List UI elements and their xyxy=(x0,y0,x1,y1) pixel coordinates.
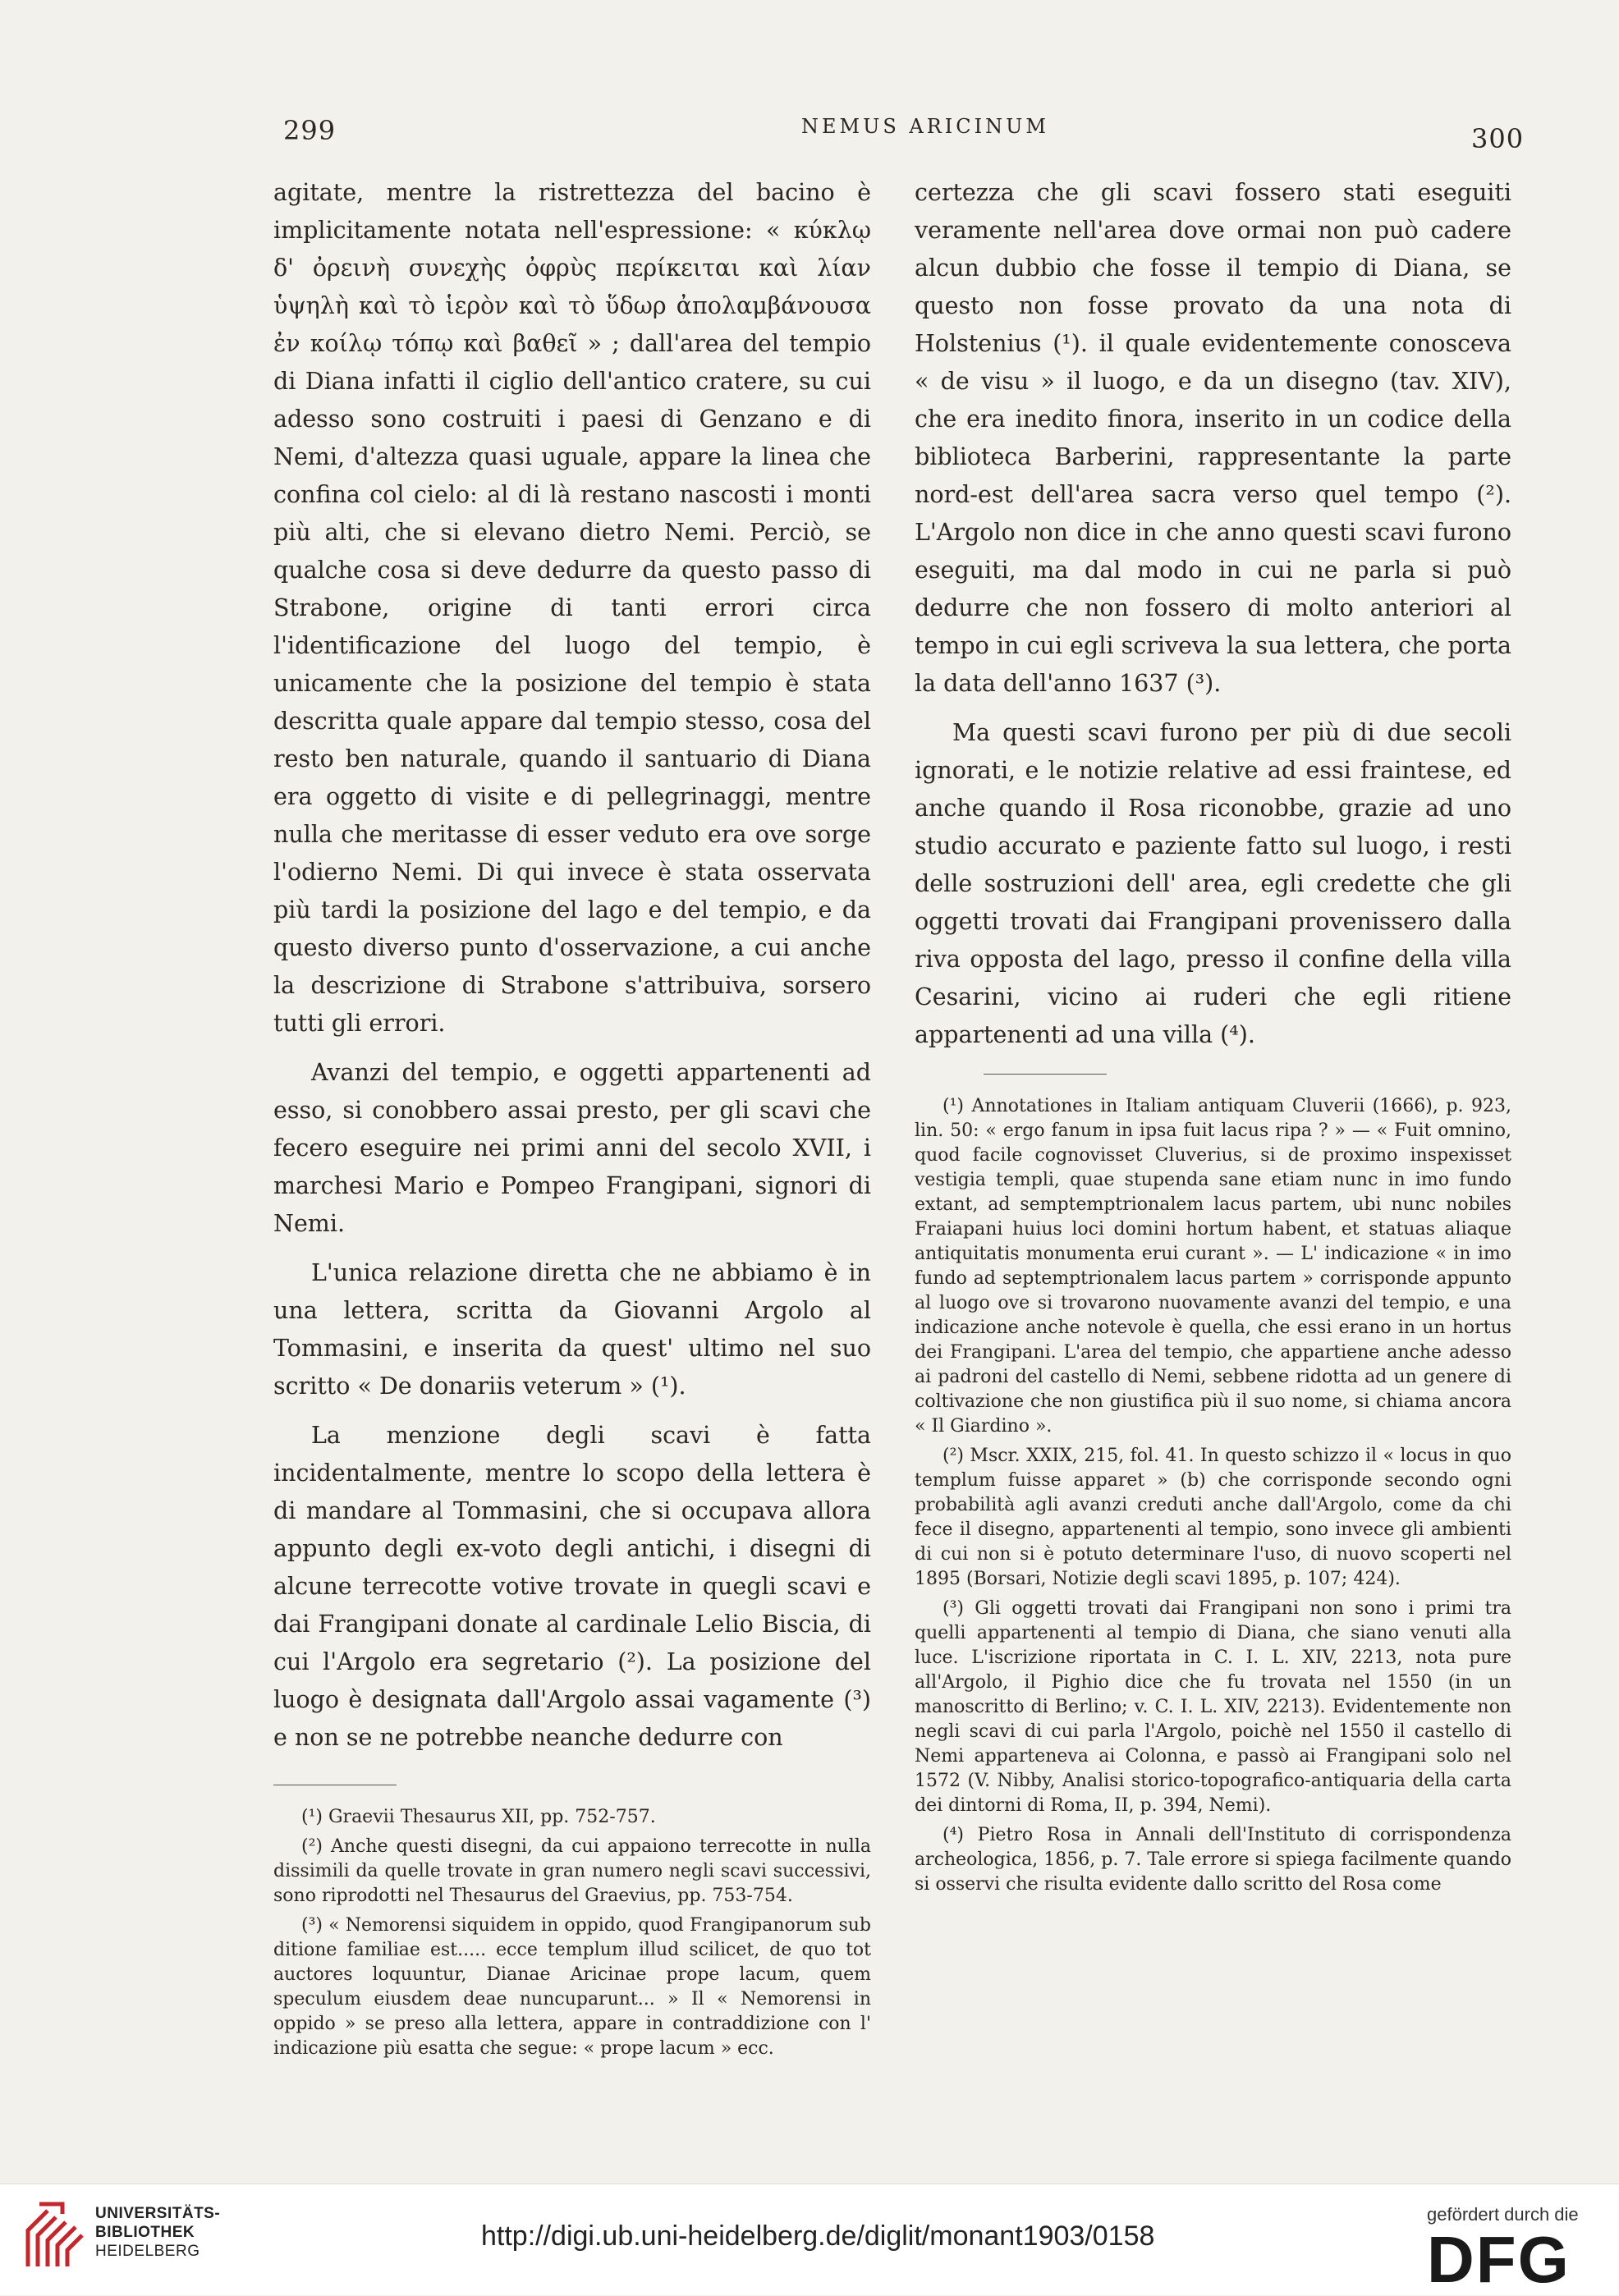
right-column xyxy=(915,174,1511,1897)
page-number-right: 300 xyxy=(1471,123,1525,154)
paragraph: La menzione degli scavi è fatta incidentalmente, mentre lo scopo della lettera è di mandare al Tommasini, che si occupava allora appunto degli ex-voto degli antichi, i disegni di alcune terrecotte votive trovate in quegli scavi e dai Frangipani donate al cardinale Lelio Biscia, di cui l'Argolo era segretario (²). La posizione del luogo è designata dall'Argolo assai vagamente (³) e non se ne potrebbe neanche dedurre con xyxy=(273,1422,871,1751)
footnote: (¹) Annotationes in Italiam antiquam Cluverii (1666), p. 923, lin. 50: « ergo fanum in ipsa fuit lacus ripa ? » — « Fuit omnino, quod facile cognovisset Cluverius, si de proximo inspexisset vestigia templi, quae stupenda sane etiam nunc in imo fundo extant, ad semptemptrionalem lacus partem, ubi nunc nobiles Fraiapani huius loci domini hortum habent, et statuas aliaque antiquitatis monumenta erui curant ». — L' indicazione « in imo fundo ad septemptrionalem lacus partem » corrisponde appunto al luogo ove si trovarono nuovamente avanzi del tempio, e una indicazione anche notevole è quella, che essi erano in un hortus dei Frangipani. L'area del tempio, che appartiene anche adesso ai padroni del castello di Nemi, sebbene ridotta ad un genere di coltivazione che non giustifica più il suo nome, si chiama ancora « Il Giardino ». xyxy=(915,1096,1511,1437)
footnote: (⁴) Pietro Rosa in Annali dell'Instituto di corrispondenza archeologica, 1856, p. 7. Tale errore si spiega facilmente quando si osservi che risulta evidente dallo scritto del Rosa come xyxy=(915,1825,1511,1895)
footnote: (³) Gli oggetti trovati dai Frangipani non sono i primi tra quelli appartenenti al tempio di Diana, che siano venuti alla luce. L'iscrizione riportata in C. I. L. XIV, 2213, nota pure all'Argolo, il Pighio dice che fu trovata nel 1550 (in un manoscritto di Berlino; v. C. I. L. XIV, 2213). Evidentemente non negli scavi di cui parla l'Argolo, poichè nel 1550 il castello di Nemi apparteneva ai Colonna, e passò ai Frangipani solo nel 1572 (V. Nibby, Analisi storico-topografico-antiquaria della carta dei dintorni di Roma, II, p. 394, Nemi). xyxy=(915,1598,1511,1816)
paragraph: agitate, mentre la ristrettezza del bacino è implicitamente notata nell'espressione: « κύκλῳ δ' ὀρεινὴ συνεχὴς ὀφρὺς περίκειται καὶ λίαν ὑψηλὴ καὶ τὸ ἱερὸν καὶ τὸ ὕδωρ ἀπολαμβάνουσα ἐν κοίλῳ τόπῳ καὶ βαθεῖ » ; dall'area del tempio di Diana infatti il ciglio dell'antico cratere, su cui adesso sono costruiti i paesi di Genzano e di Nemi, d'altezza quasi uguale, appare la linea che confina col cielo: al di là restano nascosti i monti più alti, che si elevano dietro Nemi. Perciò, se qualche cosa si deve dedurre da questo passo di Strabone, origine di tanti errori circa l'identificazione del luogo del tempio, è unicamente che la posizione del tempio è stata descritta quale appare dal tempio stesso, cosa del resto ben naturale, quando il santuario di Diana era oggetto di visite e di pellegrinaggi, mentre nulla che meritasse di esser veduto era ove sorge l'odierno Nemi. Di qui invece è stata osservata più tardi la posizione del lago e del tempio, e da questo diverso punto d'osservazione, a cui anche la descrizione di Strabone s'attribuiva, sorsero tutti gli errori. xyxy=(273,179,871,1037)
paragraph: certezza che gli scavi fossero stati eseguiti veramente nell'area dove ormai non può cadere alcun dubbio che fosse il tempio di Diana, se questo non fosse provato da una nota di Holstenius (¹). il quale evidentemente conosceva « de visu » il luogo, e da un disegno (tav. XIV), che era inedito finora, inserito in un codice della biblioteca Barberini, rappresentante la parte nord-est dell'area sacra verso quel tempo (²). L'Argolo non dice in che anno questi scavi furono eseguiti, ma dal modo in cui ne parla si può dedurre che non fossero di molto anteriori al tempo in cui egli scriveva la sua lettera, che porta la data dell'anno 1637 (³). xyxy=(915,179,1511,697)
funding-note: gefördert durch die xyxy=(1427,2204,1579,2225)
left-column xyxy=(273,174,871,2061)
dfg-logo: DFG xyxy=(1427,2223,1571,2296)
footnote-divider xyxy=(984,1074,1107,1075)
footnote: (²) Mscr. XXIX, 215, fol. 41. In questo schizzo il « locus in quo templum fuisse apparet » (b) che corrisponde secondo ogni probabilità agli avanzi creduti anche dall'Argolo, come da chi fece il disegno, appartenenti al tempio, sono invece gli ambienti di cui non si è potuto determinare l'uso, di nuovo scoperti nel 1895 (Borsari, Notizie degli scavi 1895, p. 107; 424). xyxy=(915,1446,1511,1589)
footnote: (²) Anche questi disegni, da cui appaiono terrecotte in nulla dissimili da quelle trovate in gran numero negli scavi successivi, sono riprodotti nel Thesaurus del Graevius, pp. 753-754. xyxy=(273,1836,871,1906)
permalink-url[interactable]: http://digi.ub.uni-heidelberg.de/diglit/monant1903/0158 xyxy=(481,2220,1155,2252)
library-name: UNIVERSITÄTS- BIBLIOTHEK HEIDELBERG xyxy=(95,2205,221,2260)
footnote: (¹) Graevii Thesaurus XII, pp. 752-757. xyxy=(301,1807,656,1827)
university-library-logo-icon xyxy=(23,2197,87,2271)
page-number-left: 299 xyxy=(283,115,337,146)
footnote: (³) « Nemorensi siquidem in oppido, quod Frangipanorum sub ditione familiae est..... ecce templum illud scilicet, de quo tot auctores loquuntur, Dianae Aricinae prope lacum, quem speculum eiusdem deae nuncuparunt... » Il « Nemorensi in oppido » se preso alla lettera, appare in contraddizione con l' indicazione più esatta che segue: « prope lacum » ecc. xyxy=(273,1915,871,2059)
paragraph: Ma questi scavi furono per più di due secoli ignorati, e le notizie relative ad essi fraintese, ed anche quando il Rosa riconobbe, grazie ad uno studio accurato e paziente fatto sul luogo, i resti delle sostruzioni dell' area, egli credette che gli oggetti trovati dai Frangipani provenissero dalla riva opposta del lago, presso il confine della villa Cesarini, vicino ai ruderi che egli ritiene appartenenti ad una villa (⁴). xyxy=(915,719,1511,1048)
digitization-footer xyxy=(0,2184,1619,2295)
running-title: NEMUS ARICINUM xyxy=(801,115,1049,138)
paragraph: Avanzi del tempio, e oggetti appartenenti ad esso, si conobbero assai presto, per gli scavi che fecero eseguire nei primi anni del secolo XVII, i marchesi Mario e Pompeo Frangipani, signori di Nemi. xyxy=(273,1059,871,1237)
paragraph: L'unica relazione diretta che ne abbiamo è in una lettera, scritta da Giovanni Argolo al Tommasini, e inserita da quest' ultimo nel suo scritto « De donariis veterum » (¹). xyxy=(273,1259,871,1400)
